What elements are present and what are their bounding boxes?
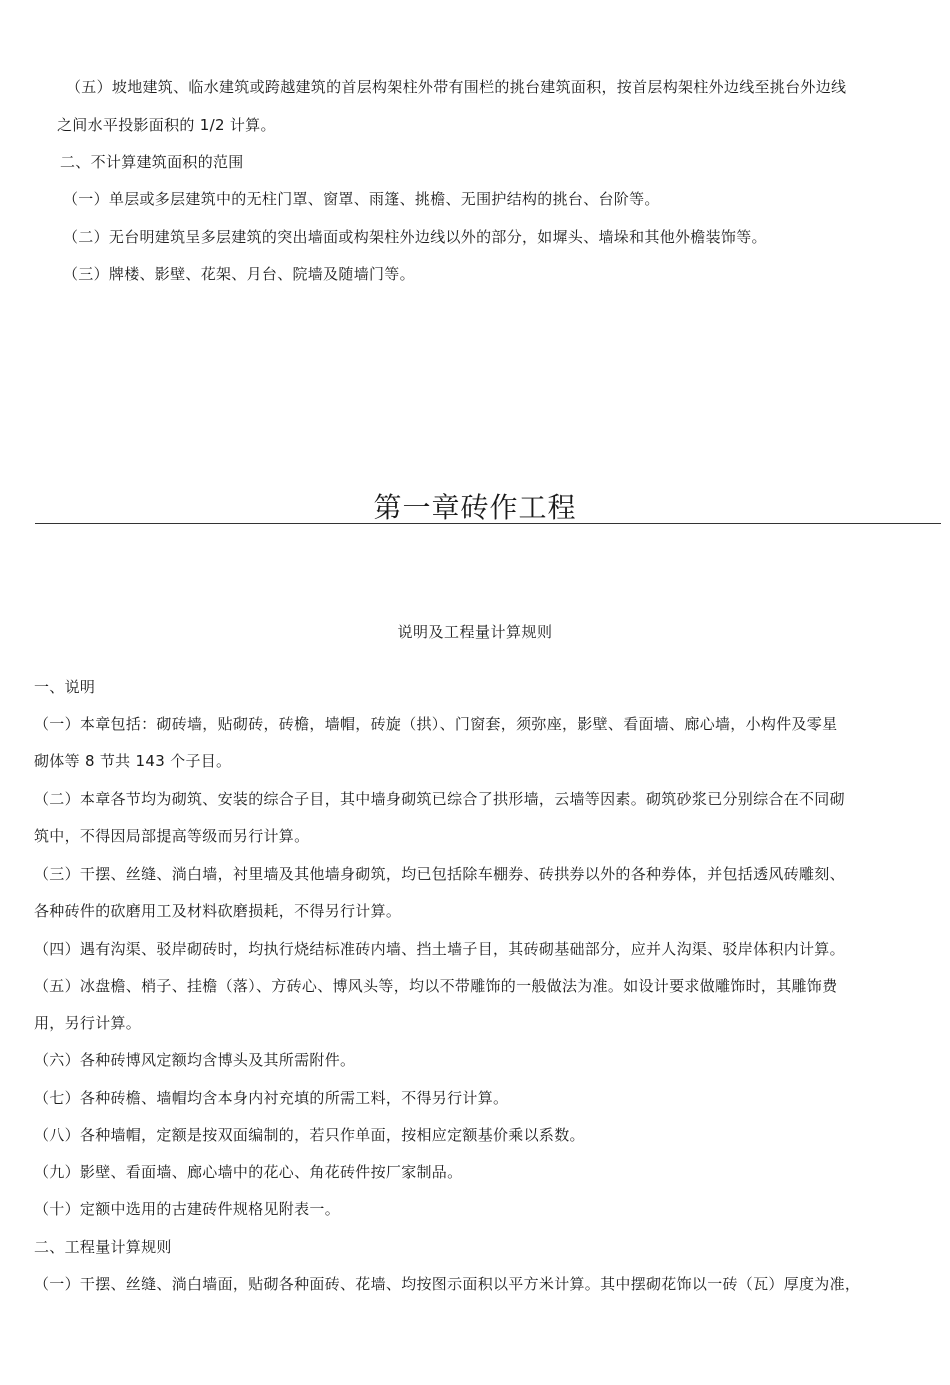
- paragraph-line: 砌体等 8 节共 143 个子目。: [34, 752, 232, 770]
- paragraph-line: （七）各种砖檐、墙帽均含本身内衬充填的所需工料，不得另行计算。: [34, 1089, 509, 1107]
- paragraph-line: （六）各种砖博风定额均含博头及其所需附件。: [34, 1051, 356, 1069]
- paragraph-line: （三）干摆、丝缝、淌白墙，衬里墙及其他墙身砌筑，均已包括除车棚券、砖拱券以外的各种券体，并包括透风砖雕刻、: [34, 865, 845, 883]
- paragraph-line: 各种砖件的砍磨用工及材料砍磨损耗，不得另行计算。: [34, 902, 402, 920]
- paragraph-line: （四）遇有沟渠、驳岸砌砖时，均执行烧结标准砖内墙、挡土墙子目，其砖砌基础部分，应并人沟渠、驳岸体积内计算。: [34, 940, 845, 958]
- list-item: （二）无台明建筑呈多层建筑的突出墙面或构架柱外边线以外的部分，如墀头、墙垛和其他外檐装饰等。: [63, 228, 767, 246]
- section-heading: 二、不计算建筑面积的范围: [60, 153, 244, 171]
- chapter-divider: [35, 523, 941, 524]
- list-item: （一）单层或多层建筑中的无柱门罩、窗罩、雨篷、挑檐、无围护结构的挑台、台阶等。: [63, 190, 660, 208]
- paragraph-line: （九）影壁、看面墙、廊心墙中的花心、角花砖件按厂家制品。: [34, 1163, 463, 1181]
- section-heading: 一、说明: [34, 678, 96, 696]
- paragraph-line: （五）坡地建筑、临水建筑或跨越建筑的首层构架柱外带有围栏的挑台建筑面积，按首层构架柱外边线至挑台外边线: [66, 78, 847, 96]
- paragraph-line: 用，另行计算。: [34, 1014, 142, 1032]
- list-item: （三）牌楼、影壁、花架、月台、院墙及随墙门等。: [63, 265, 415, 283]
- paragraph-line: （八）各种墙帽，定额是按双面编制的，若只作单面，按相应定额基价乘以系数。: [34, 1126, 585, 1144]
- paragraph-line: 之间水平投影面积的 1/2 计算。: [57, 116, 276, 134]
- chapter-title: 第一章砖作工程: [373, 491, 577, 524]
- section-heading: 二、工程量计算规则: [34, 1238, 172, 1256]
- paragraph-line: （五）冰盘檐、梢子、挂檐（落）、方砖心、博风头等，均以不带雕饰的一般做法为准。如设计要求做雕饰时，其雕饰费: [34, 977, 838, 995]
- paragraph-line: （一）干摆、丝缝、淌白墙面，贴砌各种面砖、花墙、均按图示面积以平方米计算。其中摆砌花饰以一砖（瓦）厚度为准，: [34, 1275, 861, 1293]
- paragraph-line: （一）本章包括：砌砖墙，贴砌砖，砖檐，墙帽，砖旋（拱）、门窗套，须弥座，影壁、看面墙、廊心墙，小构件及零星: [34, 715, 838, 733]
- paragraph-line: （二）本章各节均为砌筑、安装的综合子目，其中墙身砌筑已综合了拱形墙，云墙等因素。砌筑砂浆已分别综合在不同砌: [34, 790, 845, 808]
- paragraph-line: （十）定额中选用的古建砖件规格见附表一。: [34, 1200, 341, 1218]
- paragraph-line: 筑中，不得因局部提高等级而另行计算。: [34, 827, 310, 845]
- chapter-subtitle: 说明及工程量计算规则: [397, 623, 553, 641]
